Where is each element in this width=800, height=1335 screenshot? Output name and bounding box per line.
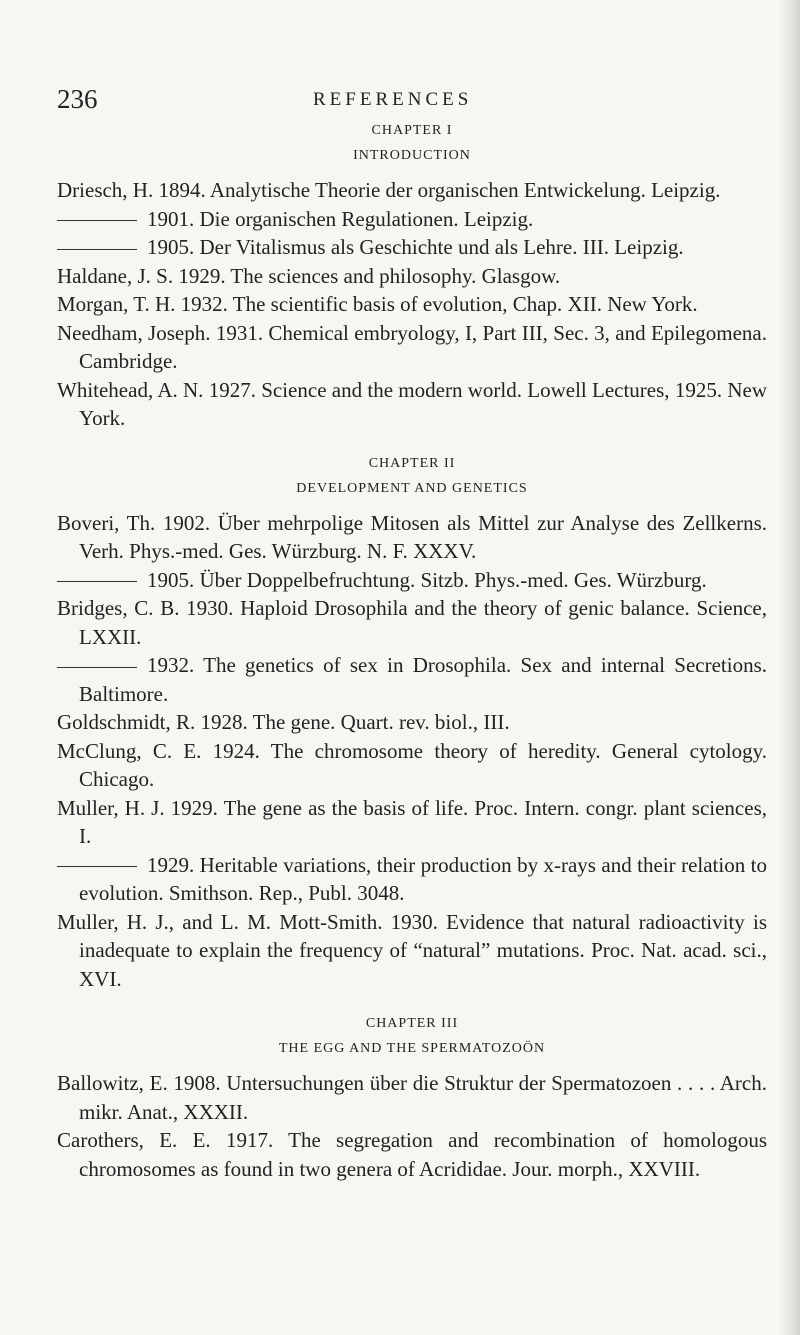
reference-entry: Driesch, H. 1894. Analytische Theorie der organischen Entwickelung. Leipzig. <box>57 178 721 202</box>
reference-entry: Haldane, J. S. 1929. The sciences and philosophy. Glasgow. <box>57 263 561 288</box>
author-repeat-dash <box>57 249 137 250</box>
author-repeat-dash <box>57 667 137 668</box>
reference-entry-repeat-author <box>57 205 767 234</box>
chapter-title: CHAPTER I <box>371 123 453 138</box>
chapter-1-heading <box>57 118 767 168</box>
reference-text: 1929. Heritable variations, their production by x-rays and their relation to evolution. Smithson. Rep., Publ. 3048. <box>79 852 767 905</box>
reference-text: 1905. Der Vitalismus als Geschichte und als Lehre. III. Leipzig. <box>147 235 684 259</box>
reference-entry: Muller, H. J., and L. M. Mott-Smith. 1930. Evidence that natural radioactivity is inadequate to explain the frequency of “natural” mutations. Proc. Nat. acad. sci., XVI. <box>57 909 767 991</box>
page-edge-shadow <box>778 0 800 1335</box>
chapter-subtitle: DEVELOPMENT AND GENETICS <box>296 480 528 496</box>
reference-entry: Bridges, C. B. 1930. Haploid Drosophila and the theory of genic balance. Science, LXXII. <box>57 596 767 649</box>
reference-entry: Needham, Joseph. 1931. Chemical embryology, I, Part III, Sec. 3, and Epilegomena. Cambridge. <box>57 320 767 373</box>
references-list <box>57 118 767 1183</box>
chapter-subtitle: INTRODUCTION <box>353 148 471 163</box>
reference-entry: Goldschmidt, R. 1928. The gene. Quart. rev. biol., III. <box>57 710 510 734</box>
chapter-title: CHAPTER II <box>368 455 456 471</box>
reference-entry-repeat-author <box>57 566 767 595</box>
author-repeat-dash <box>57 866 137 867</box>
reference-text: 1901. Die organischen Regulationen. Leipzig. <box>147 206 534 231</box>
chapter-2-heading <box>57 451 767 501</box>
reference-entry: McClung, C. E. 1924. The chromosome theory of heredity. General cytology. Chicago. <box>57 738 767 791</box>
reference-entry: Boveri, Th. 1902. Über mehrpolige Mitosen als Mittel zur Analyse des Zellkerns. Verh. Phys.-med. Ges. Würzburg. N. F. XXXV. <box>57 510 767 563</box>
author-repeat-dash <box>57 581 137 582</box>
author-repeat-dash <box>57 220 137 221</box>
reference-entry-repeat-author <box>57 233 767 262</box>
reference-entry-repeat-author <box>57 851 767 908</box>
chapter-3-heading <box>57 1011 767 1061</box>
reference-text: 1905. Über Doppelbefruchtung. Sitzb. Phys.-med. Ges. Würzburg. <box>147 567 707 592</box>
reference-entry-repeat-author <box>57 651 767 708</box>
chapter-subtitle: THE EGG AND THE SPERMATOZOÖN <box>278 1041 546 1056</box>
reference-entry: Whitehead, A. N. 1927. Science and the modern world. Lowell Lectures, 1925. New York. <box>57 377 767 430</box>
reference-text: 1932. The genetics of sex in Drosophila. Sex and internal Secretions. Baltimore. <box>79 653 767 706</box>
reference-entry: Morgan, T. H. 1932. The scientific basis of evolution, Chap. XII. New York. <box>57 292 698 316</box>
chapter-title: CHAPTER III <box>365 1016 459 1031</box>
reference-entry: Ballowitz, E. 1908. Untersuchungen über die Struktur der Spermatozoen . . . . Arch. mikr. Anat., XXXII. <box>57 1071 767 1124</box>
page-header <box>0 82 800 122</box>
reference-entry: Carothers, E. E. 1917. The segregation and recombination of homologous chromosomes as found in two genera of Acrididae. Jour. morph., XXVIII. <box>57 1128 767 1181</box>
running-head: REFERENCES <box>313 89 473 110</box>
reference-entry: Muller, H. J. 1929. The gene as the basis of life. Proc. Intern. congr. plant sciences, I. <box>57 795 767 848</box>
page-number: 236 <box>57 84 98 114</box>
